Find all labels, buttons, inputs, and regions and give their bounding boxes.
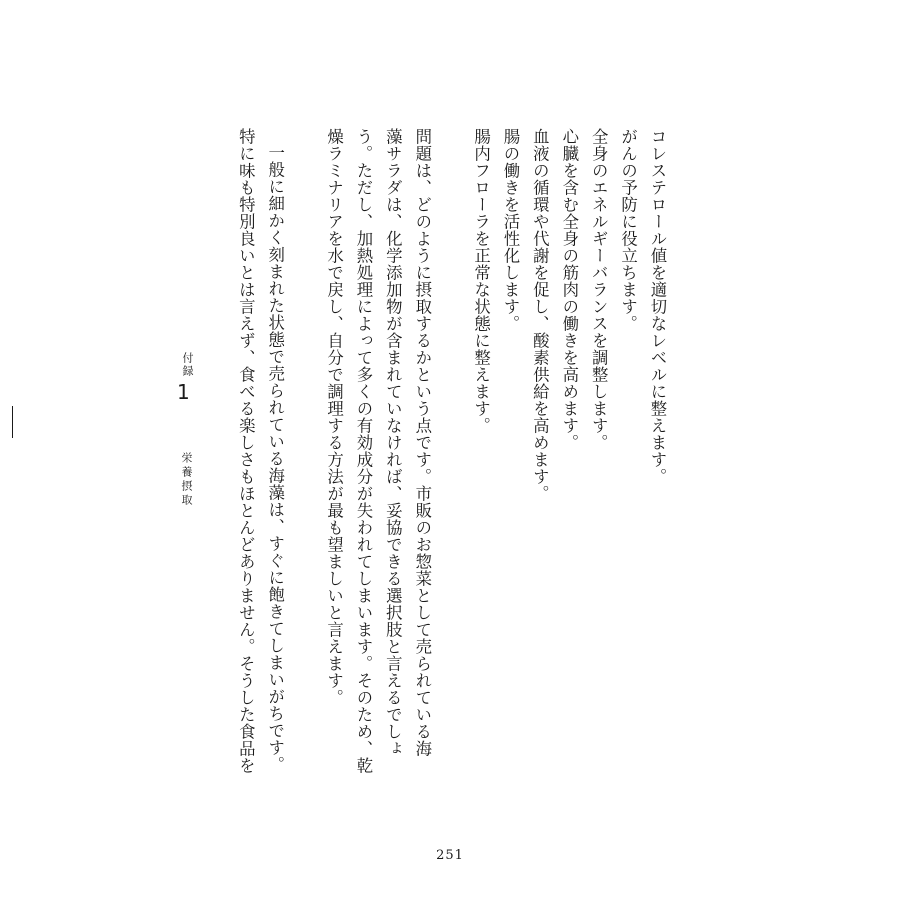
paragraph-line: 燥ラミナリアを水で戻し、自分で調理する方法が最も望ましいと言えます。 — [324, 128, 344, 706]
paragraph-line: 特に味も特別良いとは言えず、食べる楽しさもほとんどありません。そうした食品を — [236, 128, 256, 774]
running-head-title: 栄養摂取 — [180, 452, 193, 508]
paragraph-line: 問題は、どのように摂取するかという点です。市販のお惣菜として売られている海 — [412, 128, 432, 757]
paragraph-line: 一般に細かく刻まれた状態で売られている海藻は、すぐに飽きてしまいがちです。 — [265, 144, 285, 774]
paragraph-gap — [437, 128, 466, 768]
list-item: 血液の循環や代謝を促し、酸素供給を高めます。 — [530, 128, 550, 502]
list-item: 腸内フローラを正常な状態に整えます。 — [471, 128, 491, 434]
page-number: 251 — [436, 848, 464, 863]
list-item: 心臓を含む全身の筋肉の働きを高めます。 — [559, 128, 579, 451]
section-number: 1 — [177, 380, 190, 404]
paragraph-line: 藻サラダは、化学添加物が含まれていなければ、妥協できる選択肢と言えるでしょ — [383, 128, 403, 757]
body-text — [231, 128, 672, 774]
section-label: 付録 — [181, 352, 194, 378]
list-item: コレステロール値を適切なレベルに整えます。 — [648, 128, 667, 485]
paragraph-line: う。ただし、加熱処理によって多くの有効成分が失われてしまいます。そのため、乾 — [353, 128, 373, 774]
paragraph-gap — [290, 128, 319, 768]
list-item: 全身のエネルギーバランスを調整します。 — [589, 128, 609, 451]
list-item: 腸の働きを活性化します。 — [500, 128, 520, 332]
list-item: がんの予防に役立ちます。 — [618, 128, 638, 332]
running-head-rule — [12, 406, 13, 438]
